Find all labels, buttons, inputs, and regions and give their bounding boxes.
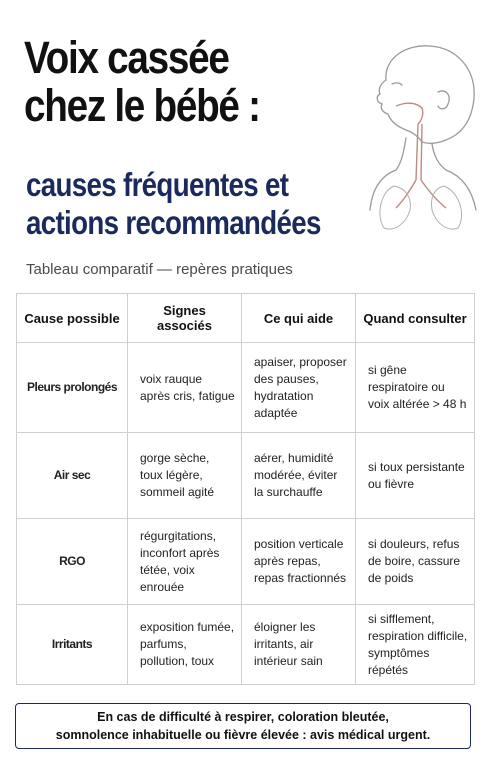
alert-line-1: En cas de difficulté à respirer, coloration bleutée, <box>97 710 389 724</box>
consulter-text: si toux persistante ou fièvre <box>368 459 465 491</box>
title-line-1: Voix cassée <box>24 32 229 83</box>
comparison-table <box>16 293 475 685</box>
table-row <box>17 343 475 433</box>
signes-text: régurgitations, inconfort après tétée, voix enrouée <box>140 528 220 594</box>
signes-cell <box>128 519 242 605</box>
aide-text: éloigner les irritants, air intérieur sain <box>254 620 323 668</box>
signes-cell <box>128 605 242 685</box>
cause-cell: Irritants <box>17 605 128 685</box>
consulter-cell <box>356 343 475 433</box>
aide-text: aérer, humidité modérée, éviter la surchauffe <box>254 451 338 499</box>
aide-cell <box>242 433 356 519</box>
cause-cell: Air sec <box>17 433 128 519</box>
signes-text: exposition fumée, parfums, pollution, toux <box>140 620 235 668</box>
consulter-text: si sifflement, respiration difficile, symptômes répétés <box>368 611 468 677</box>
cause-cell: Pleurs prolongés <box>17 343 128 433</box>
aide-text: apaiser, proposer des pauses, hydratation adaptée <box>254 354 347 420</box>
consulter-text: si gêne respiratoire ou voix altérée > 48 h <box>368 363 467 411</box>
aide-cell <box>242 343 356 433</box>
table-row <box>17 433 475 519</box>
header-aide: Ce qui aide <box>242 294 356 343</box>
alert-line-2: somnolence inhabituelle ou fièvre élevée : avis médical urgent. <box>55 728 431 742</box>
header-cause: Cause possible <box>17 294 128 343</box>
signes-text: gorge sèche, toux légère, sommeil agité <box>140 451 215 499</box>
header-signes: Signes associés <box>128 294 242 343</box>
signes-cell <box>128 343 242 433</box>
baby-airway-icon <box>366 40 482 236</box>
caption: Tableau comparatif — repères pratiques <box>26 261 293 278</box>
consulter-cell <box>356 433 475 519</box>
aide-cell <box>242 519 356 605</box>
cause-cell: RGO <box>17 519 128 605</box>
aide-cell <box>242 605 356 685</box>
signes-text: voix rauque après cris, fatigue <box>140 371 235 403</box>
header-consulter: Quand consulter <box>356 294 475 343</box>
title-line-2: chez le bébé : <box>24 80 260 131</box>
urgent-alert-box <box>15 703 471 749</box>
table-header-row <box>17 294 475 343</box>
subtitle-line-1: causes fréquentes et <box>26 166 289 203</box>
signes-cell <box>128 433 242 519</box>
page-subtitle <box>26 166 321 242</box>
subtitle-line-2: actions recommandées <box>26 204 321 241</box>
aide-text: position verticale après repas, repas fractionnés <box>254 537 347 585</box>
consulter-cell <box>356 519 475 605</box>
table-row <box>17 519 475 605</box>
table-row <box>17 605 475 685</box>
consulter-text: si douleurs, refus de boire, cassure de poids <box>368 537 461 585</box>
page-title <box>24 34 308 130</box>
consulter-cell <box>356 605 475 685</box>
